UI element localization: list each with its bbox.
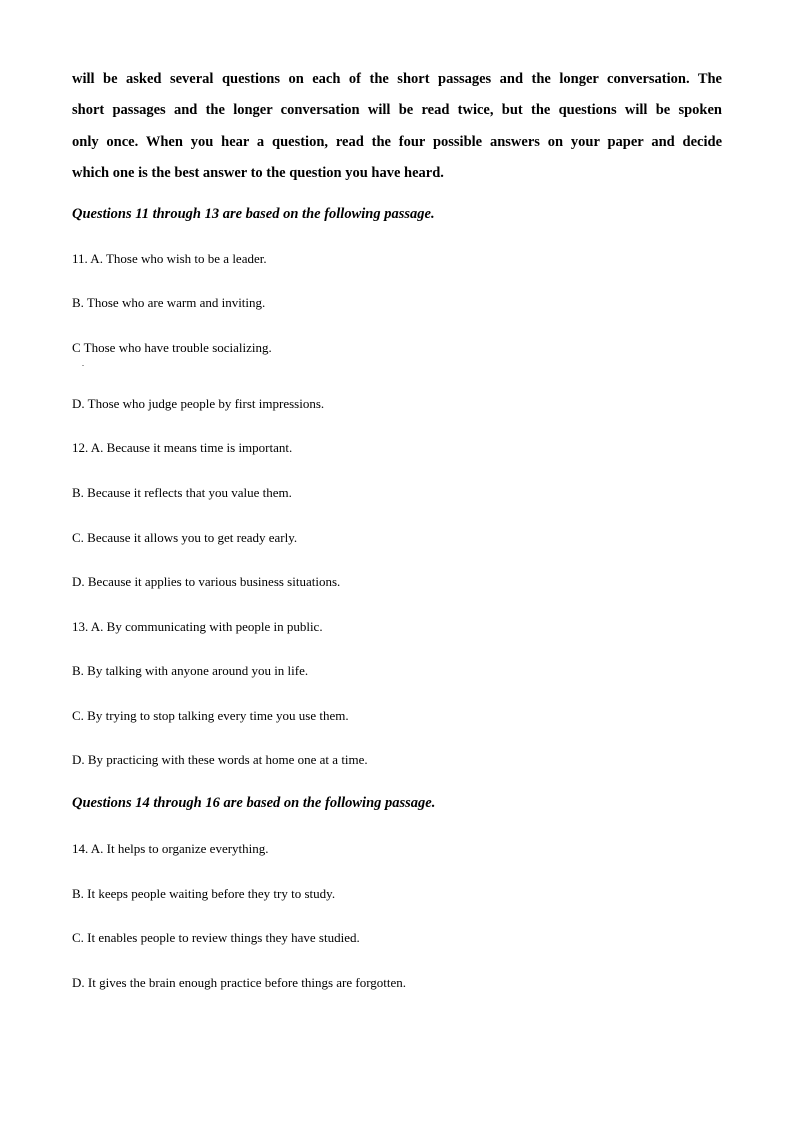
option-13-c: C. By trying to stop talking every time you use them. [72, 708, 349, 723]
option-14-b: B. It keeps people waiting before they try to study. [72, 886, 336, 901]
section-heading-14-16: Questions 14 through 16 are based on the following passage. [72, 795, 436, 811]
option-12-d: D. Because it applies to various business situations. [72, 574, 341, 589]
option-12-c: C. Because it allows you to get ready early. [72, 530, 298, 545]
instructions-line: will be asked several questions on each of the short passages and the longer conversation. The [72, 71, 722, 87]
instructions-line: short passages and the longer conversation will be read twice, but the questions will be spoken [72, 102, 722, 119]
instructions-line: which one is the best answer to the question you have heard. [72, 164, 444, 181]
option-11-b: B. Those who are warm and inviting. [72, 295, 266, 310]
option-13-b: B. By talking with anyone around you in life. [72, 663, 309, 678]
option-14-d: D. It gives the brain enough practice before things are forgotten. [72, 975, 407, 990]
option-14-a: 14. A. It helps to organize everything. [72, 841, 269, 856]
instructions-line: only once. When you hear a question, read the four possible answers on your paper and decide [72, 133, 722, 150]
option-14-c: C. It enables people to review things they have studied. [72, 930, 360, 945]
option-13-a: 13. A. By communicating with people in public. [72, 619, 323, 634]
option-11-c: C Those who have trouble socializing. [72, 340, 272, 355]
instructions-paragraph [72, 64, 722, 189]
option-11-d: D. Those who judge people by first impressions. [72, 396, 325, 411]
section-heading-11-13: Questions 11 through 13 are based on the following passage. [72, 206, 435, 222]
option-13-d: D. By practicing with these words at home one at a time. [72, 752, 368, 767]
option-12-b: B. Because it reflects that you value them. [72, 485, 292, 500]
option-11-a: 11. A. Those who wish to be a leader. [72, 251, 267, 266]
stray-mark: . [82, 359, 84, 368]
option-12-a: 12. A. Because it means time is important. [72, 440, 293, 455]
